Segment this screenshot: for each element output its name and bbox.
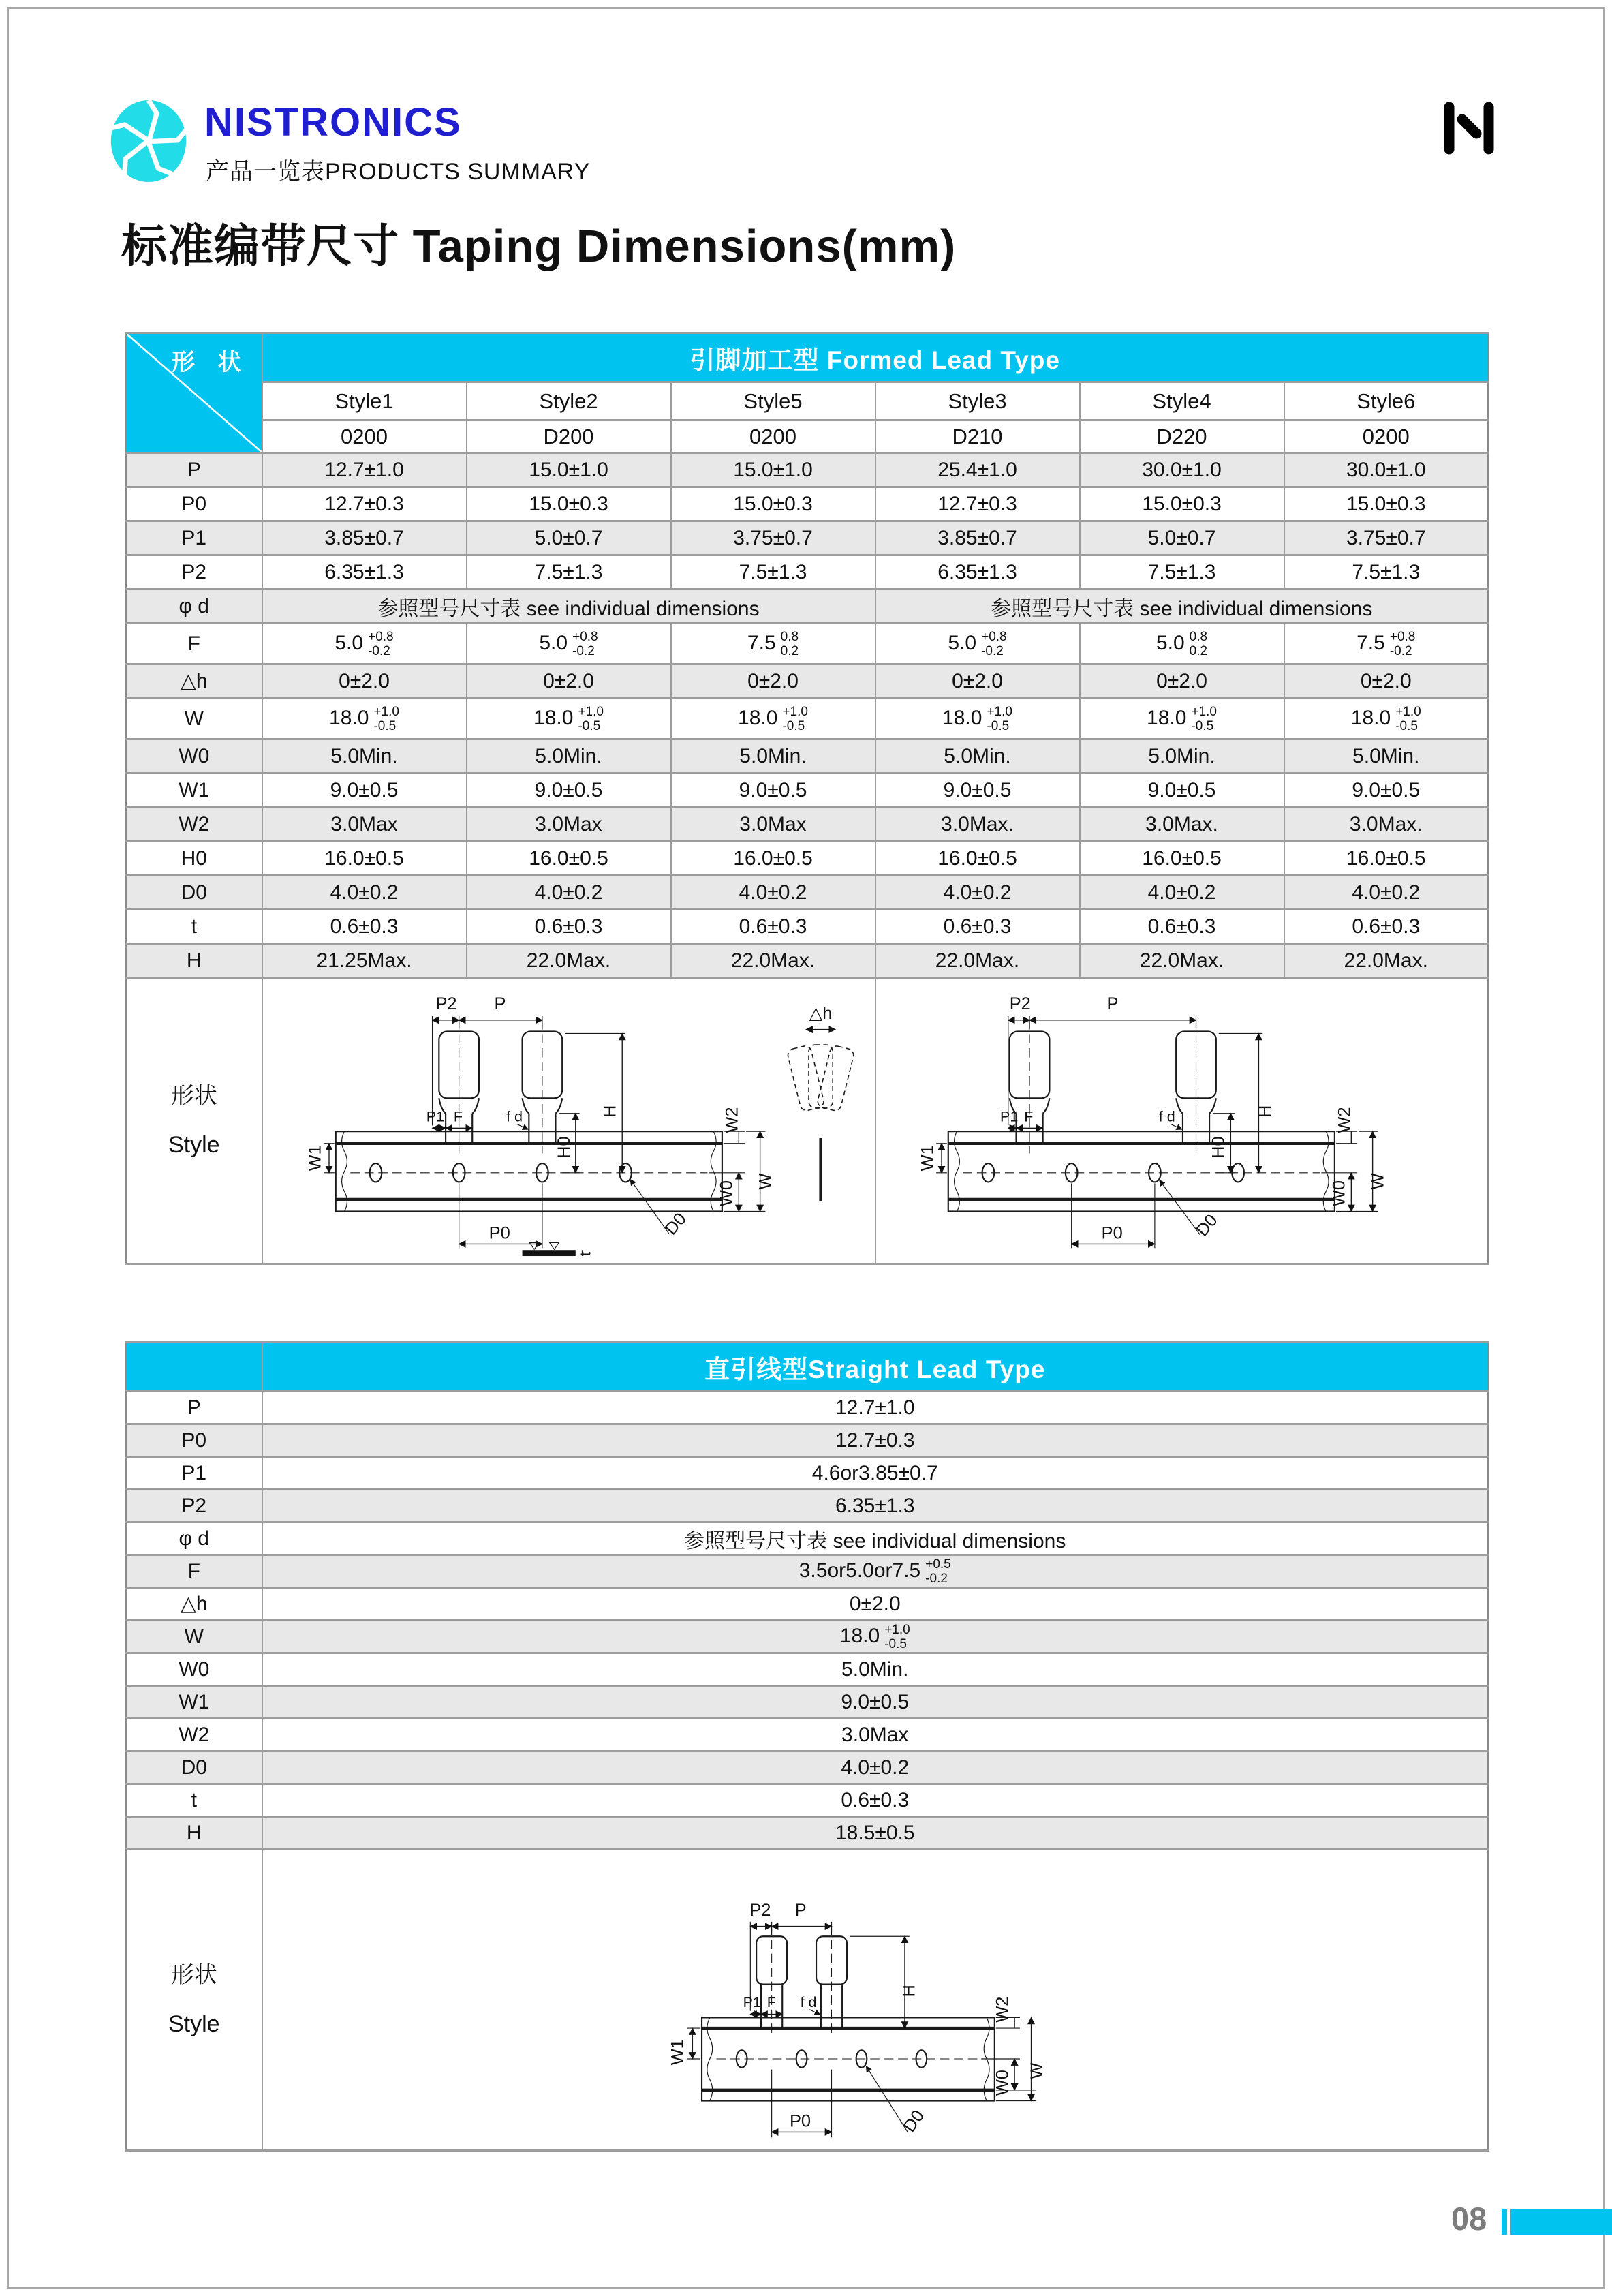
dim-value-cell: 15.0±0.3	[671, 487, 875, 521]
dim-label-p1: P1	[743, 1993, 762, 2010]
corner-cell	[126, 333, 262, 453]
dim-value-cell: 7.5±1.3	[671, 555, 875, 590]
dim-value-cell: 18.5±0.5	[262, 1817, 1489, 1850]
dim-row	[126, 1392, 1489, 1424]
dim-value-cell: 18.0 +1.0 -0.5	[875, 699, 1080, 739]
dim-label-p2: P2	[749, 1900, 771, 1920]
dim-row-label: F	[126, 1555, 262, 1588]
dim-row-label: W	[126, 1621, 262, 1653]
dim-label-w2: W2	[722, 1107, 741, 1133]
component-body	[522, 1020, 562, 1154]
straight-taping-diagram	[575, 1858, 1175, 2144]
dim-label-h: H	[899, 1984, 919, 1997]
dim-value-cell: 21.25Max.	[262, 944, 467, 978]
dim-row-label: φ d	[126, 590, 262, 624]
tape-thickness-detail	[522, 1242, 593, 1256]
dimension-lines	[305, 994, 775, 1248]
dim-value-cell: 5.0 0.8 0.2	[1080, 624, 1284, 664]
style-header: Style5	[671, 382, 875, 420]
formed-banner-row	[126, 333, 1489, 382]
formed-style-drawing-row	[126, 978, 1489, 1264]
footer-accent-bar	[1510, 2209, 1612, 2235]
dim-row-label: t	[126, 1784, 262, 1817]
dim-value-cell: 4.0±0.2	[467, 876, 671, 910]
style-header: Style1	[262, 382, 467, 420]
dim-row	[126, 1424, 1489, 1457]
dim-row	[126, 808, 1489, 842]
page-title: 标准编带尺寸 Taping Dimensions(mm)	[121, 221, 957, 272]
dim-value-cell: 4.0±0.2	[262, 876, 467, 910]
component-body	[756, 1925, 787, 2037]
dim-value-cell: 4.0±0.2	[1080, 876, 1284, 910]
component-body	[439, 1020, 479, 1154]
dim-row-label: φ d	[126, 1522, 262, 1555]
dim-label-f: F	[767, 1993, 777, 2010]
dim-label-p0: P0	[1101, 1223, 1123, 1243]
brand-name: NISTRONICS	[204, 100, 462, 144]
dim-value-cell: 0.6±0.3	[1080, 910, 1284, 944]
straight-banner: 直引线型Straight Lead Type	[262, 1343, 1489, 1392]
dim-value-cell: 0.6±0.3	[262, 1784, 1489, 1817]
dim-value-cell: 5.0Min.	[262, 1653, 1489, 1686]
dim-row	[126, 1555, 1489, 1588]
dim-row-label: W0	[126, 739, 262, 774]
dim-row	[126, 1784, 1489, 1817]
style-header: Style4	[1080, 382, 1284, 420]
component-body	[816, 1925, 847, 2037]
straight-lead-table	[125, 1341, 1489, 2152]
dim-value-cell: 7.5±1.3	[1284, 555, 1489, 590]
dim-row	[126, 1490, 1489, 1522]
dim-value-cell: 3.0Max	[262, 1719, 1489, 1751]
dim-row-label: P0	[126, 1424, 262, 1457]
dim-value-cell: 4.0±0.2	[1284, 876, 1489, 910]
dim-value-cell: 3.5or5.0or7.5 +0.5 -0.2	[262, 1555, 1489, 1588]
dim-row-label: W2	[126, 1719, 262, 1751]
dim-label-p: P	[493, 994, 506, 1014]
dim-label-w2: W2	[1335, 1107, 1354, 1133]
delta-h-detail	[786, 1004, 854, 1201]
dim-value-cell: 5.0Min.	[467, 739, 671, 774]
dim-value-cell: 18.0 +1.0 -0.5	[262, 699, 467, 739]
dimension-lines	[668, 1900, 1047, 2137]
dim-row-label: H	[126, 1817, 262, 1850]
dim-row	[126, 1817, 1489, 1850]
dim-value-cell: 16.0±0.5	[1284, 842, 1489, 876]
dim-value-cell: 5.0 +0.8 -0.2	[875, 624, 1080, 664]
dim-value-cell: 0.6±0.3	[875, 910, 1080, 944]
dim-value-cell: 7.5±1.3	[1080, 555, 1284, 590]
dim-value-cell: 5.0 +0.8 -0.2	[467, 624, 671, 664]
dim-value-cell: 5.0Min.	[671, 739, 875, 774]
formed-banner: 引脚加工型 Formed Lead Type	[262, 333, 1489, 382]
straight-style-drawing-row	[126, 1850, 1489, 2151]
dim-label-f: F	[453, 1108, 463, 1125]
tape	[702, 2017, 995, 2100]
style-header: Style2	[467, 382, 671, 420]
dim-row	[126, 521, 1489, 555]
dim-value-cell: 3.75±0.7	[1284, 521, 1489, 555]
dim-value-cell: 参照型号尺寸表 see individual dimensions	[262, 590, 875, 624]
dim-row-label: P1	[126, 1457, 262, 1490]
dim-row-label: H0	[126, 842, 262, 876]
dim-row	[126, 739, 1489, 774]
dim-row	[126, 624, 1489, 664]
dim-label-h0: H0	[1209, 1136, 1228, 1159]
dim-label-fd: f d	[1159, 1108, 1175, 1125]
dim-value-cell: 12.7±1.0	[262, 1392, 1489, 1424]
style-row-label	[126, 978, 262, 1264]
dim-value-cell: 16.0±0.5	[1080, 842, 1284, 876]
style-header-row	[126, 382, 1489, 420]
dim-value-cell: 16.0±0.5	[262, 842, 467, 876]
style-label-cn: 形状	[170, 1962, 217, 1989]
dim-row-label: t	[126, 910, 262, 944]
dim-value-cell: 0.6±0.3	[1284, 910, 1489, 944]
dim-label-t: t	[576, 1252, 593, 1257]
style-code: D200	[467, 420, 671, 453]
dim-value-cell: 5.0 +0.8 -0.2	[262, 624, 467, 664]
dim-label-p0: P0	[790, 2111, 811, 2131]
n-mark-logo-icon	[1439, 100, 1499, 157]
dim-value-cell: 4.0±0.2	[875, 876, 1080, 910]
style-header: Style6	[1284, 382, 1489, 420]
dim-label-w: W	[1368, 1173, 1388, 1190]
dim-value-cell: 18.0 +1.0 -0.5	[467, 699, 671, 739]
dim-label-p2: P2	[435, 994, 457, 1014]
style-code: D220	[1080, 420, 1284, 453]
dim-value-cell: 7.5 +0.8 -0.2	[1284, 624, 1489, 664]
style-code: 0200	[262, 420, 467, 453]
formed-lead-table	[125, 332, 1489, 1265]
dimension-lines	[918, 994, 1388, 1248]
dim-row-label: P0	[126, 487, 262, 521]
dim-value-cell: 0.6±0.3	[671, 910, 875, 944]
dim-value-cell: 12.7±1.0	[262, 453, 467, 487]
dim-row-label: P1	[126, 521, 262, 555]
style-label-cn: 形状	[170, 1083, 217, 1109]
dim-value-cell: 0±2.0	[262, 664, 467, 699]
dim-row-label: P	[126, 1392, 262, 1424]
dim-row	[126, 1457, 1489, 1490]
dim-row-label: W1	[126, 774, 262, 808]
dim-value-cell: 3.85±0.7	[875, 521, 1080, 555]
dim-value-cell: 22.0Max.	[671, 944, 875, 978]
dim-label-w1: W1	[668, 2038, 687, 2065]
dim-label-h: H	[1256, 1105, 1275, 1118]
dim-value-cell: 0.6±0.3	[262, 910, 467, 944]
corner-label: 形 状	[172, 350, 249, 376]
dim-value-cell: 9.0±0.5	[1284, 774, 1489, 808]
dim-row	[126, 699, 1489, 739]
dim-value-cell: 4.6or3.85±0.7	[262, 1457, 1489, 1490]
dim-value-cell: 0±2.0	[467, 664, 671, 699]
brand-subtitle: 产品一览表PRODUCTS SUMMARY	[206, 159, 591, 185]
dim-value-cell: 5.0Min.	[262, 739, 467, 774]
dim-label-w2: W2	[993, 1996, 1012, 2023]
style-row-label	[126, 1850, 262, 2151]
dim-label-p: P	[795, 1900, 807, 1920]
dim-label-h: H	[600, 1105, 619, 1118]
dim-label-p1: P1	[1000, 1108, 1019, 1125]
dim-value-cell: 30.0±1.0	[1284, 453, 1489, 487]
dim-value-cell: 15.0±0.3	[467, 487, 671, 521]
straight-banner-row	[126, 1343, 1489, 1392]
dim-value-cell: 9.0±0.5	[467, 774, 671, 808]
style-code: 0200	[1284, 420, 1489, 453]
dim-row-label: P	[126, 453, 262, 487]
dim-value-cell: 3.0Max	[671, 808, 875, 842]
dim-value-cell: 参照型号尺寸表 see individual dimensions	[875, 590, 1489, 624]
dim-label-p: P	[1106, 994, 1119, 1014]
formed-drawing-right	[875, 978, 1489, 1264]
dim-value-cell: 9.0±0.5	[671, 774, 875, 808]
dim-value-cell: 3.75±0.7	[671, 521, 875, 555]
dim-row-label: P2	[126, 555, 262, 590]
dim-label-w0: W0	[717, 1180, 737, 1207]
dim-label-d0: D0	[899, 2106, 929, 2136]
dim-value-cell: 3.85±0.7	[262, 521, 467, 555]
dim-row	[126, 1719, 1489, 1751]
dim-value-cell: 6.35±1.3	[262, 555, 467, 590]
dim-label-d0: D0	[661, 1209, 690, 1239]
dim-value-cell: 4.0±0.2	[262, 1751, 1489, 1784]
dim-value-cell: 7.5±1.3	[467, 555, 671, 590]
component-body	[1010, 1020, 1050, 1154]
style-code: D210	[875, 420, 1080, 453]
dim-label-f: F	[1024, 1108, 1034, 1125]
dim-value-cell: 9.0±0.5	[1080, 774, 1284, 808]
dim-label-w: W	[755, 1173, 775, 1190]
dim-label-d0: D0	[1192, 1210, 1222, 1240]
dim-value-cell: 12.7±0.3	[875, 487, 1080, 521]
dim-value-cell: 12.7±0.3	[262, 1424, 1489, 1457]
dim-row	[126, 453, 1489, 487]
dim-row	[126, 1522, 1489, 1555]
dim-label-w1: W1	[918, 1145, 937, 1172]
dim-value-cell: 16.0±0.5	[467, 842, 671, 876]
dim-row	[126, 590, 1489, 624]
dim-label-p0: P0	[489, 1223, 510, 1243]
dim-row-label: W2	[126, 808, 262, 842]
dim-value-cell: 22.0Max.	[1284, 944, 1489, 978]
straight-drawing	[262, 1850, 1489, 2151]
dim-value-cell: 15.0±1.0	[467, 453, 671, 487]
dim-value-cell: 3.0Max.	[875, 808, 1080, 842]
style-label-en: Style	[168, 2010, 220, 2037]
formed-drawing-left	[262, 978, 875, 1264]
dim-label-delta-h: △h	[809, 1003, 832, 1023]
dim-value-cell: 7.5 0.8 0.2	[671, 624, 875, 664]
dim-row	[126, 1653, 1489, 1686]
dim-value-cell: 18.0 +1.0 -0.5	[1284, 699, 1489, 739]
dim-row	[126, 774, 1489, 808]
dim-value-cell: 30.0±1.0	[1080, 453, 1284, 487]
dim-value-cell: 3.0Max	[467, 808, 671, 842]
formed-taping-diagram-2	[882, 981, 1481, 1261]
dim-value-cell: 参照型号尺寸表 see individual dimensions	[262, 1522, 1489, 1555]
dim-value-cell: 15.0±0.3	[1284, 487, 1489, 521]
dim-value-cell: 16.0±0.5	[671, 842, 875, 876]
dim-row-label: D0	[126, 1751, 262, 1784]
style-header: Style3	[875, 382, 1080, 420]
dim-row	[126, 555, 1489, 590]
dim-value-cell: 3.0Max.	[1080, 808, 1284, 842]
dim-row	[126, 487, 1489, 521]
dim-value-cell: 3.0Max	[262, 808, 467, 842]
style-code-row	[126, 420, 1489, 453]
dim-row	[126, 842, 1489, 876]
dim-row	[126, 944, 1489, 978]
dim-value-cell: 5.0Min.	[1080, 739, 1284, 774]
dim-label-fd: f d	[800, 1993, 817, 2010]
dim-value-cell: 0±2.0	[1080, 664, 1284, 699]
dim-value-cell: 0±2.0	[1284, 664, 1489, 699]
page-number: 08	[1451, 2201, 1487, 2237]
dim-value-cell: 5.0±0.7	[467, 521, 671, 555]
dim-value-cell: 18.0 +1.0 -0.5	[262, 1621, 1489, 1653]
dim-value-cell: 9.0±0.5	[262, 1686, 1489, 1719]
dim-value-cell: 4.0±0.2	[671, 876, 875, 910]
dim-row-label: W0	[126, 1653, 262, 1686]
dim-value-cell: 22.0Max.	[467, 944, 671, 978]
dim-value-cell: 12.7±0.3	[262, 487, 467, 521]
dim-value-cell: 9.0±0.5	[875, 774, 1080, 808]
dim-label-h0: H0	[554, 1136, 574, 1159]
straight-banner-spacer	[126, 1343, 262, 1392]
dim-row-label: H	[126, 944, 262, 978]
dim-row	[126, 1686, 1489, 1719]
dim-row	[126, 1621, 1489, 1653]
formed-taping-diagram-1	[269, 981, 869, 1261]
dim-value-cell: 15.0±0.3	[1080, 487, 1284, 521]
dim-value-cell: 0.6±0.3	[467, 910, 671, 944]
dim-value-cell: 16.0±0.5	[875, 842, 1080, 876]
dim-value-cell: 18.0 +1.0 -0.5	[671, 699, 875, 739]
dim-value-cell: 0±2.0	[262, 1588, 1489, 1621]
footer-accent-tick	[1502, 2209, 1507, 2235]
style-code: 0200	[671, 420, 875, 453]
dim-value-cell: 9.0±0.5	[262, 774, 467, 808]
dim-value-cell: 25.4±1.0	[875, 453, 1080, 487]
dim-row	[126, 664, 1489, 699]
dim-label-w: W	[1027, 2062, 1047, 2079]
dim-value-cell: 0±2.0	[671, 664, 875, 699]
dim-row-label: △h	[126, 664, 262, 699]
dim-value-cell: 6.35±1.3	[875, 555, 1080, 590]
dim-value-cell: 18.0 +1.0 -0.5	[1080, 699, 1284, 739]
dim-label-w1: W1	[305, 1145, 324, 1172]
component-body	[1176, 1020, 1216, 1154]
dim-row	[126, 1751, 1489, 1784]
dim-label-p1: P1	[426, 1108, 444, 1125]
dim-row	[126, 876, 1489, 910]
aperture-logo-icon	[108, 100, 189, 183]
dim-row-label: △h	[126, 1588, 262, 1621]
style-label-en: Style	[168, 1131, 220, 1158]
dim-label-fd: f d	[506, 1108, 523, 1125]
dim-value-cell: 22.0Max.	[1080, 944, 1284, 978]
dim-label-w0: W0	[1329, 1180, 1349, 1207]
dim-value-cell: 6.35±1.3	[262, 1490, 1489, 1522]
dim-row-label: F	[126, 624, 262, 664]
dim-value-cell: 22.0Max.	[875, 944, 1080, 978]
dim-row	[126, 1588, 1489, 1621]
dim-row	[126, 910, 1489, 944]
dim-label-w0: W0	[993, 2069, 1012, 2096]
dim-row-label: W	[126, 699, 262, 739]
tape	[948, 1131, 1335, 1211]
dim-value-cell: 3.0Max.	[1284, 808, 1489, 842]
dim-row-label: W1	[126, 1686, 262, 1719]
dim-row-label: P2	[126, 1490, 262, 1522]
dim-label-p2: P2	[1009, 994, 1032, 1014]
dim-row-label: D0	[126, 876, 262, 910]
dim-value-cell: 5.0Min.	[1284, 739, 1489, 774]
dim-value-cell: 15.0±1.0	[671, 453, 875, 487]
dim-value-cell: 5.0±0.7	[1080, 521, 1284, 555]
dim-value-cell: 0±2.0	[875, 664, 1080, 699]
dim-value-cell: 5.0Min.	[875, 739, 1080, 774]
